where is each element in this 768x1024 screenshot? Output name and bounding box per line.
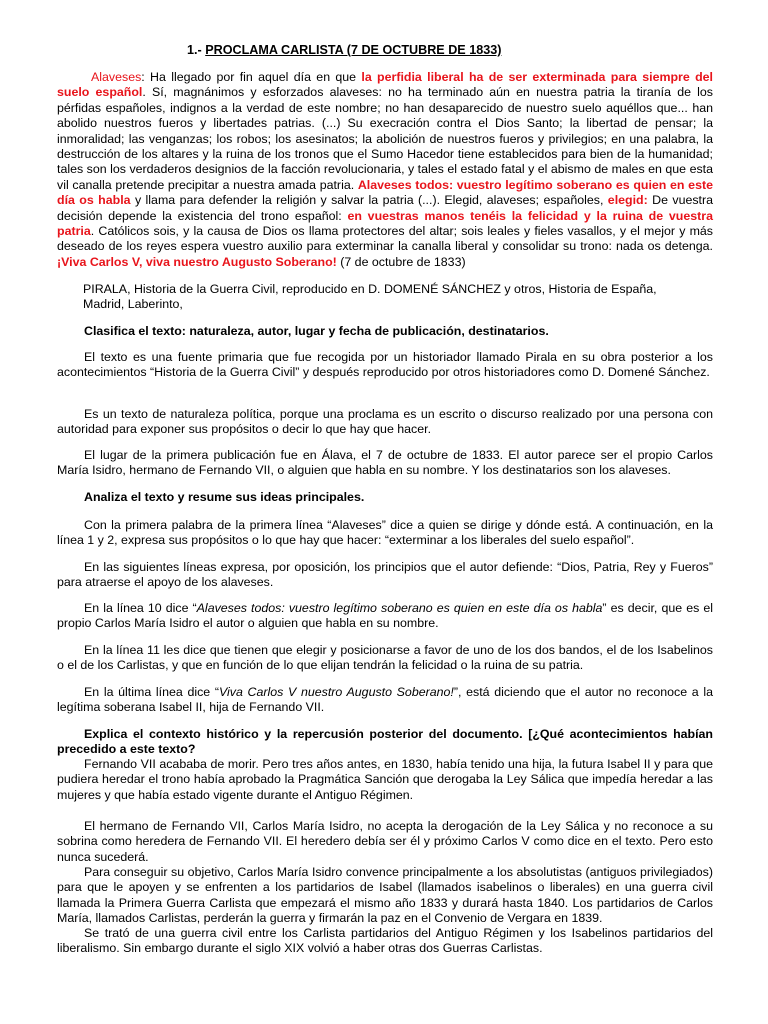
q3-answer-2: El hermano de Fernando VII, Carlos María Isidro, no acepta la derogación de la Ley Sálica y no reconoce a su sobrina como heredera de Fernando VII. El heredero debía ser él y próximo Carlos V como dice en el texto. Pero esto nunca sucederá. (57, 819, 713, 864)
title-number: 1.- (187, 43, 202, 57)
q1-answer-2: Es un texto de naturaleza política, porque una proclama es un escrito o discurso realizado por una persona con autoridad para exponer sus propósitos o decir lo que hay que hacer. (57, 407, 713, 437)
proclama-s8: De vuestra decisión depende la existencia del trono español: (57, 193, 714, 223)
q3-answer-1: Fernando VII acababa de morir. Pero tres años antes, en 1830, había tenido una hija, la futura Isabel II y para que pudiera heredar el trono había aprobado la Pragmática Sanción que derogaba la Ley Sálica que impedía heredar a las mujeres y que había estado vigente durante el Antiguo Régimen. (57, 757, 713, 802)
q1-answer-3: El lugar de la primera publicación fue en Álava, el 7 de octubre de 1833. El autor parece ser el propio Carlos María Isidro, hermano de Fernando VII, o alguien que habla en su nombre. Y los destinatarios son los alaveses. (57, 448, 713, 478)
q2-answer-5 (57, 685, 713, 716)
q2-answer-1: Con la primera palabra de la primera línea “Alaveses” dice a quien se dirige y dónde está. A continuación, en la línea 1 y 2, expresa sus propósitos o lo que hay que hacer: “exterminar a los liberales del suelo español”. (57, 518, 713, 548)
q2-p3b: Alaveses todos: vuestro legítimo soberano es quien en este día os habla (196, 601, 603, 615)
q2-p5b: Viva Carlos V nuestro Augusto Soberano! (218, 685, 454, 699)
q2-answer-3 (57, 601, 713, 632)
proclama-s7: elegid: (607, 193, 648, 208)
question-2: Analiza el texto y resume sus ideas principales. (84, 490, 365, 504)
title-text: PROCLAMA CARLISTA (7 DE OCTUBRE DE 1833) (205, 43, 502, 57)
q2-p3c: ” es decir, que es el propio Carlos María Isidro el autor o alguien que habla en su nombre. (57, 601, 713, 631)
document-title (187, 43, 501, 58)
proclama-s9: en vuestras manos tenéis la felicidad y la ruina de vuestra patria (57, 208, 713, 239)
proclama-s6: y llama para defender la religión y salvar la patria (...). Elegid, alaveses; españoles, (130, 193, 608, 208)
question-1: Clasifica el texto: naturaleza, autor, lugar y fecha de publicación, destinatarios. (84, 324, 549, 338)
q1-answer-1: El texto es una fuente primaria que fue recogida por un historiador llamado Pirala en su obra posterior a los acontecimientos “Historia de la Guerra Civil” y después reproducido por otros historiadores como D. Domené Sánchez. (57, 350, 713, 380)
q3-answer-4: Se trató de una guerra civil entre los Carlista partidarios del Antiguo Régimen y los Isabelinos partidarios del liberalismo. Sin embargo durante el siglo XIX volvió a haber otras dos Guerras Carlistas. (57, 926, 713, 956)
q2-p5c: ”, está diciendo que el autor no reconoce a la legítima soberana Isabel II, hija de Fernando VII. (57, 685, 713, 715)
proclama-s5: Alaveses todos: vuestro legítimo soberano es quien en este día os habla (57, 177, 713, 208)
proclama-s1: Alaveses (91, 70, 142, 84)
proclama-s3: la perfidia liberal ha de ser exterminada para siempre del suelo español (57, 70, 713, 100)
q2-answer-4: En la línea 11 les dice que tienen que elegir y posicionarse a favor de uno de los dos bandos, el de los Isabelinos o el de los Carlistas, y que en función de lo que elijan tendrán la felicidad o la ruina de su patria. (57, 643, 713, 673)
q2-answer-2: En las siguientes líneas expresa, por oposición, los principios que el autor defiende: “Dios, Patria, Rey y Fueros” para atraerse el apoyo de los alaveses. (57, 560, 713, 590)
source-citation: PIRALA, Historia de la Guerra Civil, reproducido en D. DOMENÉ SÁNCHEZ y otros, Historia de España, Madrid, Laberinto, (83, 282, 657, 312)
proclama-s2: : Ha llegado por fin aquel día en que (141, 70, 362, 84)
proclama-s11: ¡Viva Carlos V, viva nuestro Augusto Soberano! (57, 254, 337, 269)
proclama-s10: . Católicos sois, y la causa de Dios os llama protectores del altar; sois leales y fieles vasallos, y el mejor y más deseado de los reyes espera vuestro auxilio para exterminar la canalla liberal y consolidar su trono: nada os detenga. (57, 224, 713, 254)
q2-p3a: En la línea 10 dice “ (84, 601, 197, 615)
proclama-s4: . Sí, magnánimos y esforzados alaveses: no ha terminado aún en nuestra patria la tiranía de los pérfidas españoles, indignos a la verdad de este nombre; no han desaparecido de nuestro suelo aquéllos que... han abolido nuestros fueros y libertades patrias. (...) Su execración contra el Dios Santo; la libertad de pensar; la inmoralidad; las venganzas; los robos; los asesinatos; la abolición de nuestros fueros y privilegios; en una palabra, la destrucción de los altares y la ruina de los tronos que el Sumo Hacedor tiene establecidos para bien de la humanidad; tales son los verdaderos designios de la facción revolucionaria, y tales el estado fatal y el abismo de males en que esta vil canalla pretende precipitar a nuestra amada patria. (57, 85, 713, 192)
proclama-paragraph (57, 70, 713, 270)
proclama-s12: (7 de octubre de 1833) (336, 254, 466, 269)
q2-p5a: En la última línea dice “ (84, 685, 219, 699)
q3-answer-3: Para conseguir su objetivo, Carlos María Isidro convence principalmente a los absolutistas (antiguos privilegiados) para que le apoyen y se enfrenten a los partidarios de Isabel (llamados isabelinos o liberales) en una guerra civil llamada la Primera Guerra Carlista que empezará el mismo año 1833 y durará hasta 1840. Los partidarios de Carlos María, llamados Carlistas, perderán la guerra y firmarán la paz en el Convenio de Vergara en 1839. (57, 865, 713, 926)
question-3: Explica el contexto histórico y la repercusión posterior del documento. [¿Qué acontecimientos habían precedido a este texto? (57, 727, 713, 757)
